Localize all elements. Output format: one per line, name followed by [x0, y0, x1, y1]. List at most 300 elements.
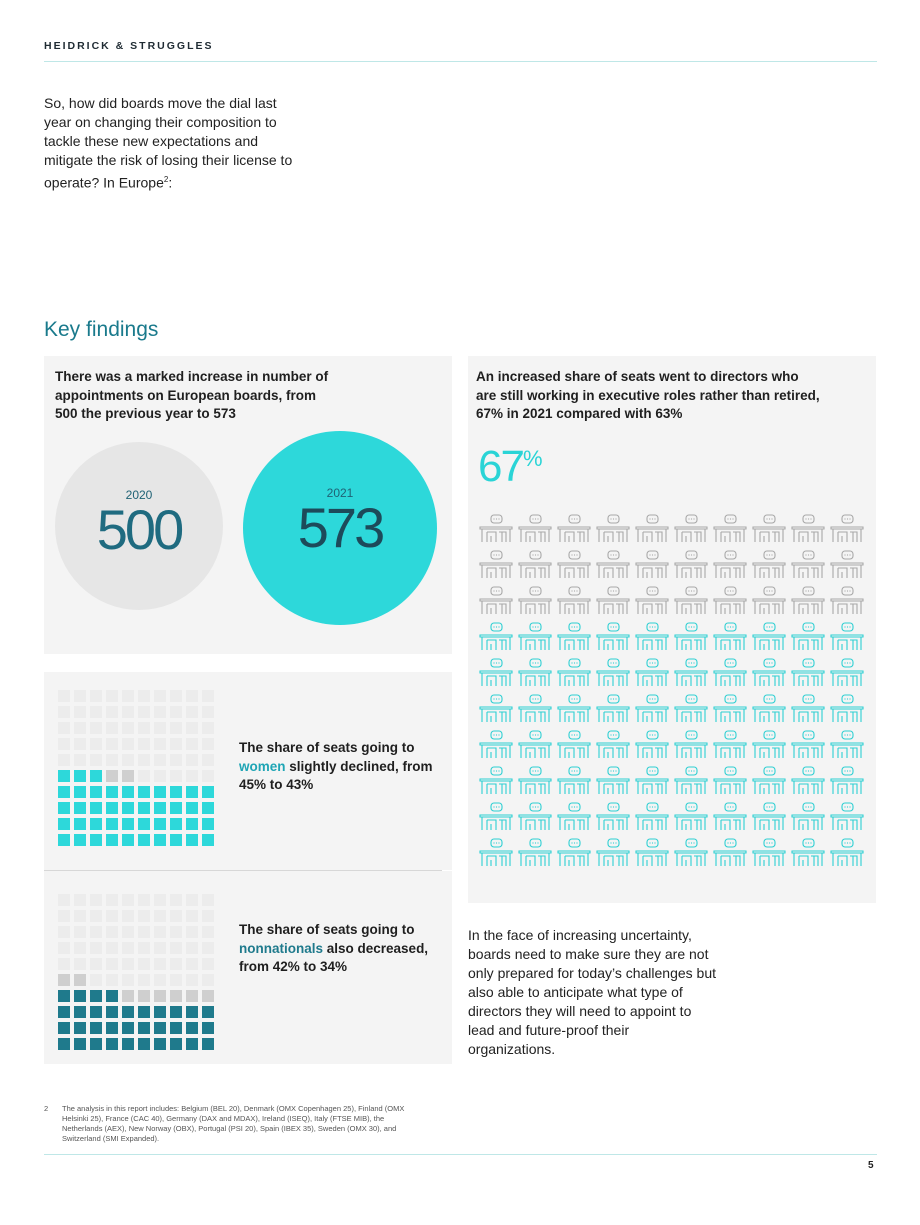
waffle-square [90, 990, 102, 1002]
board-seat-icon [595, 800, 631, 834]
waffle-square [90, 802, 102, 814]
waffle-square [138, 834, 150, 846]
board-seat-icon [712, 764, 748, 798]
waffle-square [74, 926, 86, 938]
waffle-square [122, 722, 134, 734]
waffle-square [154, 990, 166, 1002]
waffle-square [58, 786, 70, 798]
waffle-square [90, 910, 102, 922]
waffle-square [170, 738, 182, 750]
waffle-square [122, 770, 134, 782]
waffle-square [154, 958, 166, 970]
seats-pictogram [478, 512, 870, 874]
waffle-square [74, 894, 86, 906]
board-seat-icon [712, 800, 748, 834]
waffle-square [154, 910, 166, 922]
waffle-square [58, 942, 70, 954]
board-seat-icon [556, 584, 592, 618]
waffle-square [138, 770, 150, 782]
waffle-square [90, 834, 102, 846]
board-seat-icon [478, 512, 514, 546]
waffle-square [170, 958, 182, 970]
circle-year: 2021 [326, 486, 354, 500]
waffle-square [202, 802, 214, 814]
waffle-square [154, 722, 166, 734]
board-seat-icon [751, 512, 787, 546]
waffle-square [186, 990, 198, 1002]
waffle-square [74, 1038, 86, 1050]
intro-tail: : [168, 174, 173, 191]
waffle-square [170, 754, 182, 766]
waffle-square [58, 818, 70, 830]
waffle-square [90, 818, 102, 830]
board-seat-icon [595, 584, 631, 618]
board-seat-icon [751, 584, 787, 618]
nonnationals-text-before: The share of seats going to [239, 922, 415, 937]
waffle-square [58, 990, 70, 1002]
waffle-square [106, 1022, 118, 1034]
waffle-square [58, 706, 70, 718]
intro-text: So, how did boards move the dial last year on changing their composition to tackle these new expectations and mitigate the risk of losing their license to operate? In Europe [44, 95, 293, 191]
board-seat-icon [712, 584, 748, 618]
waffle-square [170, 926, 182, 938]
board-seat-icon [751, 656, 787, 690]
waffle-square [170, 802, 182, 814]
board-seat-icon [790, 584, 826, 618]
waffle-square [74, 1006, 86, 1018]
waffle-square [106, 974, 118, 986]
waffle-square [170, 910, 182, 922]
board-seat-icon [751, 620, 787, 654]
board-seat-icon [790, 512, 826, 546]
board-seat-icon [517, 836, 553, 870]
waffle-square [106, 786, 118, 798]
women-highlight: women [239, 758, 286, 774]
board-seat-icon [673, 548, 709, 582]
board-seat-icon [595, 512, 631, 546]
board-seat-icon [712, 656, 748, 690]
waffle-square [186, 1006, 198, 1018]
footer-rule [44, 1154, 877, 1155]
waffle-square [122, 974, 134, 986]
board-seat-icon [673, 584, 709, 618]
board-seat-icon [634, 584, 670, 618]
waffle-square [58, 722, 70, 734]
board-seat-icon [829, 836, 865, 870]
waffle-square [202, 974, 214, 986]
waffle-square [74, 738, 86, 750]
waffle-square [170, 1038, 182, 1050]
waffle-square [170, 990, 182, 1002]
board-seat-icon [478, 728, 514, 762]
waffle-square [122, 910, 134, 922]
waffle-square [202, 958, 214, 970]
waffle-square [90, 1038, 102, 1050]
waffle-square [74, 974, 86, 986]
waffle-square [186, 974, 198, 986]
board-seat-icon [478, 656, 514, 690]
waffle-square [122, 834, 134, 846]
waffle-square [154, 754, 166, 766]
board-seat-icon [556, 800, 592, 834]
waffle-square [154, 706, 166, 718]
waffle-square [202, 1006, 214, 1018]
board-seat-icon [673, 728, 709, 762]
board-seat-icon [556, 728, 592, 762]
waffle-square [186, 942, 198, 954]
board-seat-icon [478, 692, 514, 726]
board-seat-icon [712, 728, 748, 762]
waffle-square [90, 958, 102, 970]
board-seat-icon [790, 764, 826, 798]
waffle-square [90, 894, 102, 906]
footnote-text: The analysis in this report includes: Belgium (BEL 20), Denmark (OMX Copenhagen 25), Finland (OMX Helsinki 25), France (CAC 40), Germany (DAX and MDAX), Ireland (ISEQ), Italy (FTSE MIB), the Netherlands (AEX), New Norway (OBX), Portugal (PSI 20), Spain (IBEX 35), Sweden (OMX 30), and Switzerland (SMI Expanded). [62, 1104, 405, 1143]
board-seat-icon [595, 692, 631, 726]
board-seat-icon [517, 692, 553, 726]
waffle-square [170, 706, 182, 718]
waffle-square [186, 894, 198, 906]
waffle-square [122, 754, 134, 766]
board-seat-icon [634, 548, 670, 582]
waffle-square [138, 722, 150, 734]
waffle-square [90, 722, 102, 734]
waffle-square [154, 1038, 166, 1050]
footnote-ref: 2 [163, 175, 169, 184]
waffle-square [186, 802, 198, 814]
board-seat-icon [712, 512, 748, 546]
waffle-square [202, 818, 214, 830]
board-seat-icon [790, 800, 826, 834]
board-seat-icon [829, 512, 865, 546]
board-seat-icon [712, 836, 748, 870]
board-seat-icon [673, 656, 709, 690]
board-seat-icon [673, 512, 709, 546]
waffle-square [58, 754, 70, 766]
waffle-square [122, 1006, 134, 1018]
waffle-square [106, 706, 118, 718]
waffle-square [202, 690, 214, 702]
waffle-square [106, 690, 118, 702]
board-seat-icon [790, 548, 826, 582]
waffle-square [74, 786, 86, 798]
circle-2021 [243, 431, 437, 625]
waffle-square [106, 802, 118, 814]
waffle-square [154, 894, 166, 906]
board-seat-icon [517, 800, 553, 834]
board-seat-icon [829, 692, 865, 726]
waffle-square [154, 786, 166, 798]
waffle-square [170, 894, 182, 906]
board-seat-icon [712, 692, 748, 726]
waffle-square [106, 910, 118, 922]
board-seat-icon [829, 620, 865, 654]
waffle-square [138, 802, 150, 814]
waffle-square [202, 894, 214, 906]
waffle-square [154, 802, 166, 814]
board-seat-icon [829, 800, 865, 834]
waffle-square [138, 942, 150, 954]
board-seat-icon [517, 764, 553, 798]
executives-text: An increased share of seats went to directors who are still working in executive roles rather than retired, 67% in 2021 compared with 63% [476, 369, 820, 421]
waffle-square [138, 1006, 150, 1018]
board-seat-icon [751, 728, 787, 762]
board-seat-icon [751, 692, 787, 726]
appointments-text: There was a marked increase in number of appointments on European boards, from 500 the previous year to 573 [55, 369, 329, 421]
waffle-square [122, 706, 134, 718]
waffle-square [106, 942, 118, 954]
board-seat-icon [556, 620, 592, 654]
waffle-square [90, 1022, 102, 1034]
board-seat-icon [634, 692, 670, 726]
waffle-square [138, 990, 150, 1002]
waffle-square [186, 1038, 198, 1050]
board-seat-icon [790, 656, 826, 690]
board-seat-icon [595, 764, 631, 798]
brand-name: HEIDRICK & STRUGGLES [44, 40, 214, 52]
waffle-square [106, 770, 118, 782]
waffle-square [74, 958, 86, 970]
waffle-square [186, 1022, 198, 1034]
waffle-square [170, 818, 182, 830]
board-seat-icon [595, 620, 631, 654]
board-seat-icon [673, 692, 709, 726]
waffle-square [58, 738, 70, 750]
waffle-square [202, 722, 214, 734]
waffle-square [154, 974, 166, 986]
waffle-square [106, 754, 118, 766]
board-seat-icon [634, 620, 670, 654]
waffle-square [138, 818, 150, 830]
waffle-square [138, 910, 150, 922]
waffle-square [202, 738, 214, 750]
board-seat-icon [673, 836, 709, 870]
waffle-square [202, 770, 214, 782]
board-seat-icon [595, 728, 631, 762]
waffle-square [90, 942, 102, 954]
board-seat-icon [634, 764, 670, 798]
waffle-square [154, 690, 166, 702]
waffle-square [122, 942, 134, 954]
waffle-square [58, 802, 70, 814]
board-seat-icon [517, 620, 553, 654]
waffle-square [186, 754, 198, 766]
waffle-square [186, 818, 198, 830]
board-seat-icon [790, 728, 826, 762]
waffle-square [58, 690, 70, 702]
waffle-square [154, 1022, 166, 1034]
waffle-square [186, 786, 198, 798]
board-seat-icon [751, 548, 787, 582]
waffle-square [138, 690, 150, 702]
board-seat-icon [751, 800, 787, 834]
board-seat-icon [673, 800, 709, 834]
waffle-square [106, 1006, 118, 1018]
footnote-number: 2 [44, 1104, 49, 1113]
waffle-square [58, 958, 70, 970]
board-seat-icon [790, 836, 826, 870]
board-seat-icon [712, 620, 748, 654]
waffle-square [154, 834, 166, 846]
waffle-square [154, 770, 166, 782]
waffle-square [202, 1038, 214, 1050]
board-seat-icon [556, 836, 592, 870]
circle-year: 2020 [125, 488, 153, 502]
waffle-square [106, 958, 118, 970]
waffle-square [106, 926, 118, 938]
waffle-square [58, 834, 70, 846]
waffle-square [170, 942, 182, 954]
board-seat-icon [478, 548, 514, 582]
waffle-square [58, 894, 70, 906]
board-seat-icon [634, 728, 670, 762]
waffle-square [138, 974, 150, 986]
waffle-square [186, 926, 198, 938]
nonnationals-highlight: nonnationals [239, 940, 323, 956]
waffle-square [186, 770, 198, 782]
board-seat-icon [751, 836, 787, 870]
waffle-square [202, 942, 214, 954]
waffle-square [90, 754, 102, 766]
waffle-square [138, 754, 150, 766]
waffle-square [138, 1022, 150, 1034]
percent-number: 67 [478, 442, 523, 491]
waffle-square [202, 786, 214, 798]
waffle-square [90, 770, 102, 782]
waffle-square [154, 738, 166, 750]
waffle-square [58, 1006, 70, 1018]
board-seat-icon [517, 584, 553, 618]
board-seat-icon [751, 764, 787, 798]
waffle-square [90, 690, 102, 702]
board-seat-icon [829, 764, 865, 798]
waffle-square [170, 690, 182, 702]
waffle-square [74, 990, 86, 1002]
board-seat-icon [634, 800, 670, 834]
waffle-square [186, 690, 198, 702]
waffle-square [122, 786, 134, 798]
waffle-square [122, 738, 134, 750]
waffle-square [138, 706, 150, 718]
waffle-square [154, 1006, 166, 1018]
board-seat-icon [634, 836, 670, 870]
board-seat-icon [829, 548, 865, 582]
board-seat-icon [829, 656, 865, 690]
waffle-square [90, 706, 102, 718]
board-seat-icon [556, 656, 592, 690]
board-seat-icon [478, 836, 514, 870]
waffle-square [170, 974, 182, 986]
waffle-square [122, 894, 134, 906]
waffle-square [138, 786, 150, 798]
waffle-square [58, 1038, 70, 1050]
intro-paragraph [44, 94, 306, 193]
waffle-square [154, 942, 166, 954]
section-title: Key findings [44, 318, 159, 341]
waffle-square [58, 974, 70, 986]
board-seat-icon [790, 692, 826, 726]
waffle-square [122, 958, 134, 970]
waffle-square [106, 1038, 118, 1050]
waffle-square [202, 706, 214, 718]
board-seat-icon [478, 764, 514, 798]
waffle-square [74, 690, 86, 702]
circle-2020 [55, 442, 223, 610]
waffle-square [122, 1022, 134, 1034]
waffle-square [106, 894, 118, 906]
waffle-square [170, 1006, 182, 1018]
board-seat-icon [829, 584, 865, 618]
board-seat-icon [673, 764, 709, 798]
waffle-square [106, 738, 118, 750]
waffle-square [106, 818, 118, 830]
percent-sign: % [522, 446, 543, 471]
waffle-square [74, 802, 86, 814]
waffle-square [106, 990, 118, 1002]
waffle-square [186, 738, 198, 750]
waffle-square [170, 770, 182, 782]
board-seat-icon [517, 656, 553, 690]
waffle-square [138, 926, 150, 938]
waffle-square [74, 818, 86, 830]
waffle-square [138, 738, 150, 750]
board-seat-icon [556, 692, 592, 726]
waffle-square [58, 770, 70, 782]
waffle-square [58, 1022, 70, 1034]
waffle-square [74, 834, 86, 846]
header-rule [44, 61, 877, 62]
nonnationals-waffle-chart [58, 894, 218, 1054]
waffle-square [122, 802, 134, 814]
waffle-square [202, 910, 214, 922]
board-seat-icon [517, 512, 553, 546]
waffle-square [170, 786, 182, 798]
waffle-square [90, 1006, 102, 1018]
waffle-square [74, 754, 86, 766]
waffle-square [202, 926, 214, 938]
waffle-square [122, 990, 134, 1002]
waffle-square [138, 1038, 150, 1050]
waffle-square [90, 738, 102, 750]
board-seat-icon [556, 512, 592, 546]
waffle-square [186, 834, 198, 846]
closing-paragraph: In the face of increasing uncertainty, boards need to make sure they are not only prepared for today’s challenges but also able to anticipate what type of directors they will need to appoint to lead and future-proof their organizations. [468, 927, 717, 1057]
waffle-square [186, 910, 198, 922]
waffle-square [106, 722, 118, 734]
waffle-square [90, 786, 102, 798]
waffle-square [74, 942, 86, 954]
board-seat-icon [517, 548, 553, 582]
waffle-square [90, 926, 102, 938]
page-number: 5 [868, 1160, 874, 1171]
waffle-square [170, 834, 182, 846]
board-seat-icon [634, 656, 670, 690]
waffle-square [186, 958, 198, 970]
waffle-square [138, 958, 150, 970]
waffle-square [138, 894, 150, 906]
board-seat-icon [712, 548, 748, 582]
women-text-before: The share of seats going to [239, 740, 415, 755]
board-seat-icon [790, 620, 826, 654]
women-waffle-chart [58, 690, 218, 850]
board-seat-icon [517, 728, 553, 762]
board-seat-icon [595, 548, 631, 582]
waffle-square [202, 990, 214, 1002]
circle-value: 573 [297, 496, 383, 559]
board-seat-icon [829, 728, 865, 762]
waffle-square [106, 834, 118, 846]
waffle-square [186, 706, 198, 718]
waffle-square [170, 1022, 182, 1034]
